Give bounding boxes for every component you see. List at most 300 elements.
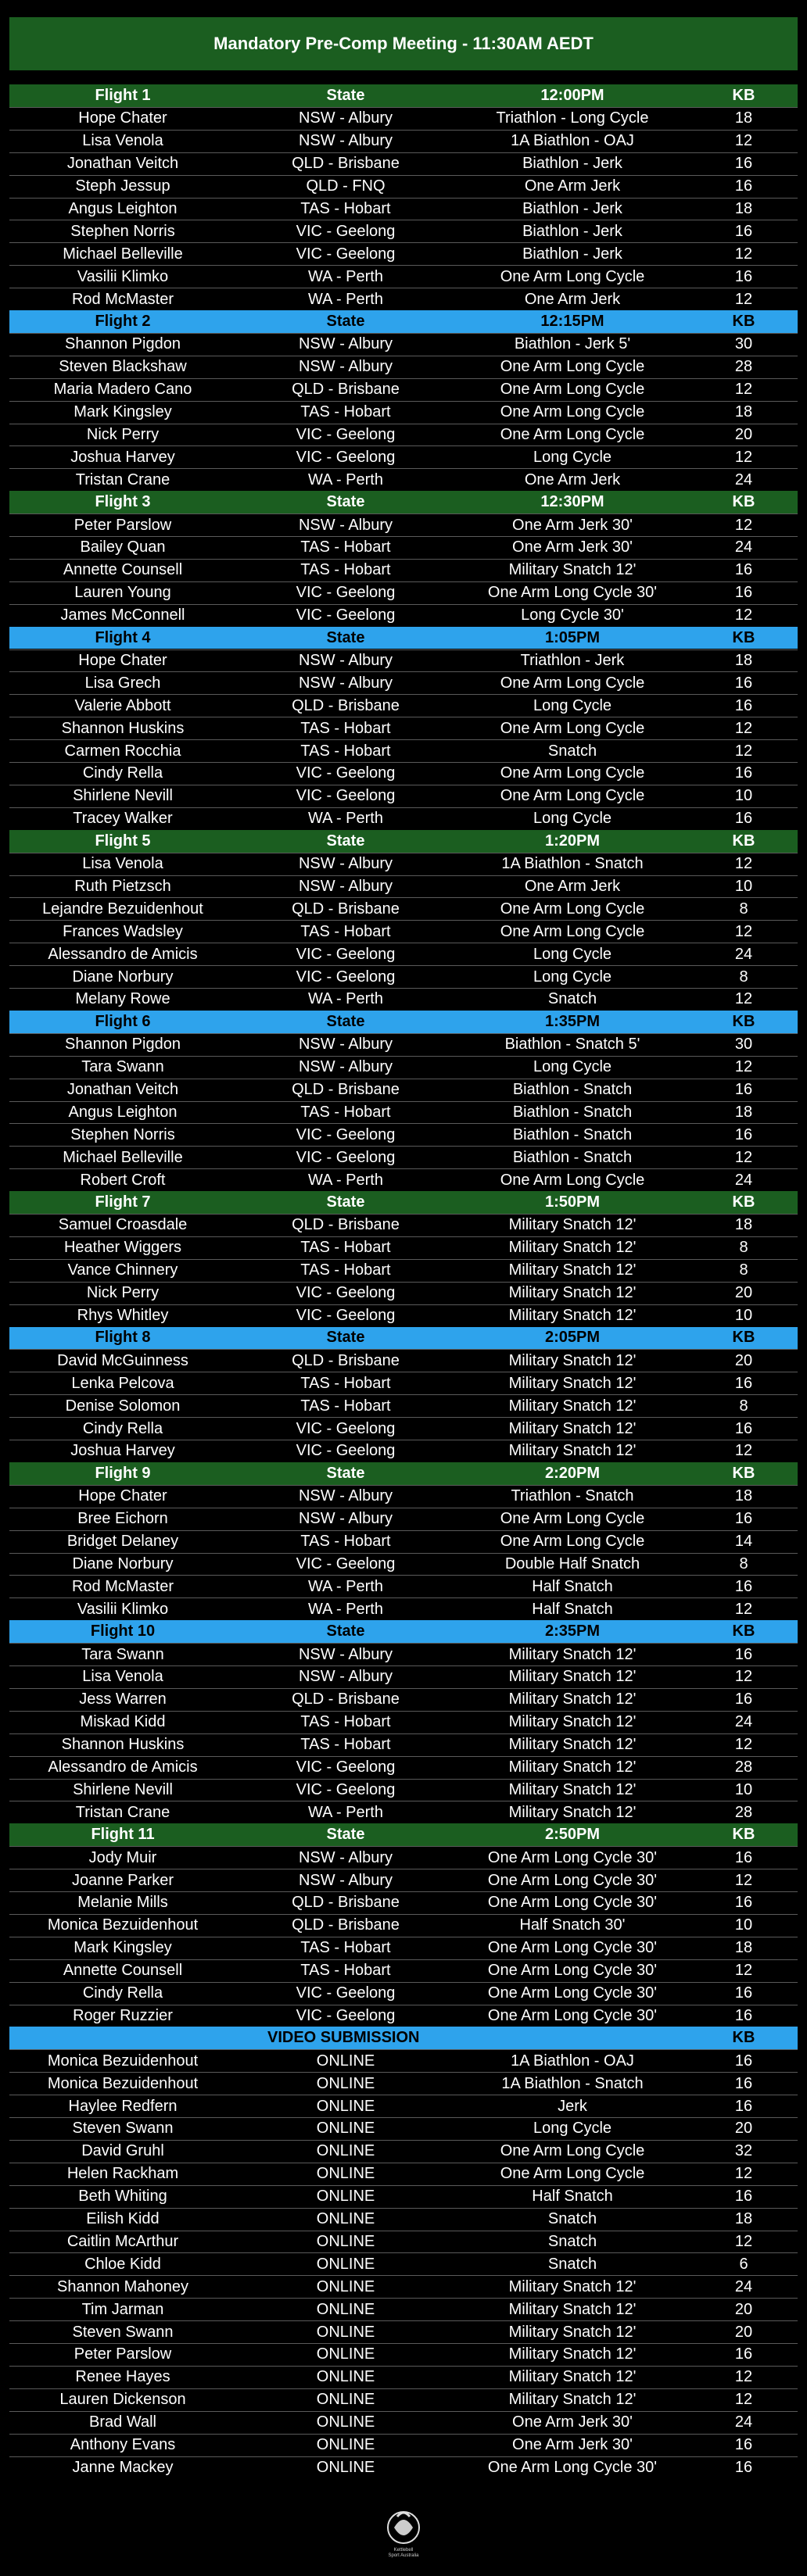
event-name: One Arm Jerk — [524, 470, 621, 488]
event-name: One Arm Long Cycle 30' — [487, 2006, 658, 2024]
kettlebell-weight: 18 — [734, 199, 753, 217]
submission-mode: ONLINE — [316, 2277, 375, 2295]
kb-column-header: KB — [732, 1623, 755, 1640]
athlete-state: NSW - Albury — [298, 1668, 393, 1686]
kettlebell-weight: 12 — [734, 922, 753, 940]
athlete-state: NSW - Albury — [298, 109, 393, 127]
athlete-name: Alessandro de Amicis — [48, 1758, 198, 1776]
kettlebell-weight: 12 — [734, 1736, 753, 1754]
kb-column-header: KB — [732, 86, 755, 104]
table-row — [9, 1846, 798, 1869]
event-name: Military Snatch 12' — [508, 1758, 637, 1776]
athlete-state: TAS - Hobart — [300, 1713, 391, 1731]
athlete-state: NSW - Albury — [298, 1871, 393, 1889]
event-name: Military Snatch 12' — [508, 2300, 637, 2318]
event-name: Military Snatch 12' — [508, 2323, 637, 2341]
event-name: One Arm Jerk 30' — [512, 2413, 633, 2431]
athlete-state: WA - Perth — [308, 810, 383, 828]
event-name: Long Cycle — [533, 810, 612, 828]
kettlebell-weight: 16 — [734, 1984, 753, 2002]
athlete-state: TAS - Hobart — [300, 1397, 391, 1415]
kettlebell-weight: 18 — [734, 1216, 753, 1234]
athlete-name: Diane Norbury — [72, 1555, 174, 1572]
event-name: Double Half Snatch — [504, 1555, 640, 1572]
table-row — [9, 581, 798, 604]
flight-header — [9, 1620, 798, 1643]
athlete-name: Lauren Young — [74, 584, 171, 602]
event-name: Biathlon - Jerk 5' — [514, 335, 631, 353]
athlete-name: Valerie Abbott — [74, 696, 171, 714]
table-row — [9, 2140, 798, 2163]
kettlebell-weight: 24 — [734, 2413, 753, 2431]
kettlebell-weight: 16 — [734, 1690, 753, 1708]
athlete-name: Tara Swann — [81, 1058, 164, 1076]
table-row — [9, 694, 798, 717]
kettlebell-weight: 12 — [734, 2368, 753, 2386]
table-row — [9, 356, 798, 378]
table-row — [9, 1101, 798, 1124]
athlete-state: NSW - Albury — [298, 651, 393, 669]
athlete-state: VIC - Geelong — [296, 1148, 396, 1166]
athlete-name: Monica Bezuidenhout — [47, 1916, 199, 1934]
athlete-name: Stephen Norris — [70, 1125, 175, 1143]
flight-name: Flight 2 — [95, 312, 151, 330]
kb-column-header: KB — [732, 1012, 755, 1030]
table-row — [9, 1417, 798, 1440]
athlete-name: Bridget Delaney — [66, 1533, 179, 1551]
athlete-state: VIC - Geelong — [296, 764, 396, 782]
athlete-name: Steven Swann — [72, 2323, 174, 2341]
athlete-state: VIC - Geelong — [296, 606, 396, 624]
event-name: Long Cycle 30' — [521, 606, 624, 624]
state-column-header: State — [326, 628, 365, 646]
athlete-state: TAS - Hobart — [300, 1533, 391, 1551]
event-name: Military Snatch 12' — [508, 2345, 637, 2363]
athlete-state: VIC - Geelong — [296, 968, 396, 986]
event-name: Long Cycle — [533, 448, 612, 466]
athlete-name: Mark Kingsley — [74, 1939, 172, 1957]
table-row — [9, 1914, 798, 1937]
kettlebell-weight: 18 — [734, 2210, 753, 2228]
table-row — [9, 288, 798, 310]
flight-header — [9, 491, 798, 513]
flight-time: 2:35PM — [544, 1623, 601, 1640]
event-name: Military Snatch 12' — [508, 2368, 637, 2386]
flight-header — [9, 84, 798, 107]
event-name: Military Snatch 12' — [508, 1668, 637, 1686]
athlete-state: NSW - Albury — [298, 1058, 393, 1076]
table-row — [9, 671, 798, 694]
athlete-name: Helen Rackham — [66, 2165, 179, 2183]
kettlebell-weight: 8 — [739, 1555, 748, 1572]
athlete-name: Maria Madero Cano — [53, 381, 192, 399]
athlete-name: Nick Perry — [86, 425, 160, 443]
kettlebell-weight: 16 — [734, 561, 753, 579]
kettlebell-weight: 8 — [739, 1261, 748, 1279]
athlete-state: WA - Perth — [308, 470, 383, 488]
event-name: Military Snatch 12' — [508, 2391, 637, 2409]
kettlebell-weight: 12 — [734, 855, 753, 873]
kb-column-header: KB — [732, 493, 755, 511]
table-row — [9, 1711, 798, 1733]
athlete-name: Shannon Huskins — [61, 719, 185, 737]
event-name: Half Snatch — [532, 1577, 613, 1595]
kettlebell-weight: 16 — [734, 1081, 753, 1099]
table-row — [9, 198, 798, 220]
event-name: 1A Biathlon - OAJ — [511, 132, 634, 150]
event-name: Military Snatch 12' — [508, 1374, 637, 1392]
kettlebell-weight: 8 — [739, 1397, 748, 1415]
event-name: One Arm Jerk 30' — [512, 2436, 633, 2454]
athlete-state: VIC - Geelong — [296, 2006, 396, 2024]
event-name: One Arm Long Cycle — [500, 267, 645, 285]
table-row — [9, 649, 798, 672]
athlete-name: Cindy Rella — [82, 1984, 163, 2002]
athlete-state: NSW - Albury — [298, 335, 393, 353]
kettlebell-weight: 16 — [734, 2097, 753, 2115]
athlete-state: QLD - Brisbane — [292, 1081, 400, 1099]
athlete-state: VIC - Geelong — [296, 1125, 396, 1143]
athlete-state: TAS - Hobart — [300, 1736, 391, 1754]
table-row — [9, 1372, 798, 1394]
table-row — [9, 2163, 798, 2185]
athlete-state: VIC - Geelong — [296, 245, 396, 263]
athlete-state: NSW - Albury — [298, 1645, 393, 1663]
athlete-name: Jess Warren — [79, 1690, 167, 1708]
event-name: Triathlon - Long Cycle — [496, 109, 649, 127]
athlete-state: TAS - Hobart — [300, 719, 391, 737]
athlete-name: Vasilii Klimko — [77, 1600, 169, 1618]
table-row — [9, 1508, 798, 1530]
athlete-state: NSW - Albury — [298, 855, 393, 873]
athlete-state: QLD - FNQ — [306, 177, 386, 195]
table-row — [9, 1665, 798, 1688]
kb-column-header: KB — [732, 2029, 755, 2047]
state-column-header: State — [326, 1826, 365, 1844]
event-name: Military Snatch 12' — [508, 1239, 637, 1257]
athlete-name: Rod McMaster — [71, 1577, 174, 1595]
kettlebell-weight: 24 — [734, 1171, 753, 1189]
athlete-name: Shirlene Nevill — [73, 1780, 173, 1798]
event-name: Snatch — [547, 2210, 597, 2228]
table-row — [9, 220, 798, 242]
kettlebell-weight: 16 — [734, 1577, 753, 1595]
athlete-state: QLD - Brisbane — [292, 155, 400, 173]
table-row — [9, 1643, 798, 1665]
kb-column-header: KB — [732, 1329, 755, 1347]
flight-time: 1:20PM — [544, 832, 601, 850]
table-row — [9, 943, 798, 965]
athlete-name: Lisa Grech — [84, 674, 161, 692]
athlete-name: Jody Muir — [88, 1848, 157, 1866]
event-name: Biathlon - Snatch — [512, 1125, 633, 1143]
athlete-name: Carmen Rocchia — [64, 742, 181, 760]
athlete-state: VIC - Geelong — [296, 1284, 396, 1302]
kettlebell-weight: 16 — [734, 2074, 753, 2092]
flight-time: 12:00PM — [540, 86, 604, 104]
event-name: Military Snatch 12' — [508, 1736, 637, 1754]
athlete-state: WA - Perth — [308, 1171, 383, 1189]
kettlebell-weight: 8 — [739, 968, 748, 986]
kettlebell-weight: 18 — [734, 1487, 753, 1505]
event-name: One Arm Long Cycle — [500, 674, 645, 692]
submission-mode: ONLINE — [316, 2368, 375, 2386]
athlete-state: TAS - Hobart — [300, 1939, 391, 1957]
athlete-name: Peter Parslow — [74, 516, 172, 534]
kettlebell-weight: 16 — [734, 1374, 753, 1392]
athlete-name: Janne Mackey — [72, 2458, 174, 2476]
table-row — [9, 965, 798, 988]
flight-name: Flight 5 — [95, 832, 151, 850]
kettlebell-weight: 12 — [734, 1668, 753, 1686]
athlete-state: QLD - Brisbane — [292, 1690, 400, 1708]
event-name: Snatch — [547, 2232, 597, 2250]
event-name: One Arm Long Cycle — [500, 425, 645, 443]
event-name: Military Snatch 12' — [508, 1216, 637, 1234]
athlete-state: QLD - Brisbane — [292, 381, 400, 399]
athlete-state: VIC - Geelong — [296, 945, 396, 963]
athlete-name: Tara Swann — [81, 1645, 164, 1663]
table-row — [9, 1575, 798, 1597]
event-name: One Arm Long Cycle — [500, 358, 645, 376]
flight-name: Flight 1 — [95, 86, 151, 104]
athlete-state: NSW - Albury — [298, 674, 393, 692]
event-name: One Arm Long Cycle 30' — [487, 1939, 658, 1957]
table-row — [9, 2005, 798, 2027]
athlete-state: NSW - Albury — [298, 1487, 393, 1505]
state-column-header: State — [326, 1623, 365, 1640]
event-name: Military Snatch 12' — [508, 1397, 637, 1415]
state-column-header: State — [326, 493, 365, 511]
athlete-state: TAS - Hobart — [300, 1261, 391, 1279]
event-name: One Arm Long Cycle — [500, 1533, 645, 1551]
athlete-state: WA - Perth — [308, 990, 383, 1008]
submission-mode: ONLINE — [316, 2323, 375, 2341]
kettlebell-weight: 18 — [734, 403, 753, 421]
kettlebell-weight: 16 — [734, 155, 753, 173]
table-row — [9, 2072, 798, 2095]
table-row — [9, 513, 798, 536]
kettlebell-weight: 16 — [734, 222, 753, 240]
kettlebell-weight: 12 — [734, 1871, 753, 1889]
athlete-name: Shannon Huskins — [61, 1736, 185, 1754]
event-name: Military Snatch 12' — [508, 1645, 637, 1663]
athlete-state: VIC - Geelong — [296, 1780, 396, 1798]
event-name: One Arm Long Cycle — [500, 1510, 645, 1528]
kettlebell-weight: 24 — [734, 1713, 753, 1731]
event-name: One Arm Jerk 30' — [512, 538, 633, 556]
kettlebell-weight: 12 — [734, 990, 753, 1008]
kb-column-header: KB — [732, 628, 755, 646]
event-name: Military Snatch 12' — [508, 1442, 637, 1460]
event-name: One Arm Long Cycle 30' — [487, 2458, 658, 2476]
athlete-name: Melanie Mills — [77, 1894, 168, 1912]
kettlebell-weight: 16 — [734, 1419, 753, 1437]
athlete-state: VIC - Geelong — [296, 787, 396, 805]
table-row — [9, 152, 798, 175]
athlete-name: Diane Norbury — [72, 968, 174, 986]
flight-name: Flight 10 — [90, 1623, 156, 1640]
athlete-name: Vasilii Klimko — [77, 267, 169, 285]
event-name: One Arm Long Cycle 30' — [487, 1894, 658, 1912]
table-row — [9, 401, 798, 424]
athlete-name: Nick Perry — [86, 1284, 160, 1302]
event-name: Military Snatch 12' — [508, 1261, 637, 1279]
event-name: Biathlon - Jerk — [522, 199, 622, 217]
table-row — [9, 445, 798, 468]
flight-time: 2:05PM — [544, 1329, 601, 1347]
table-row — [9, 1733, 798, 1756]
athlete-name: Vance Chinnery — [67, 1261, 178, 1279]
kettlebell-weight: 12 — [734, 2232, 753, 2250]
table-row — [9, 2231, 798, 2253]
kb-column-header: KB — [732, 1826, 755, 1844]
event-name: One Arm Long Cycle 30' — [487, 1962, 658, 1980]
kettlebell-weight: 16 — [734, 1125, 753, 1143]
athlete-state: TAS - Hobart — [300, 1962, 391, 1980]
table-row — [9, 536, 798, 559]
athlete-state: WA - Perth — [308, 267, 383, 285]
table-row — [9, 1779, 798, 1801]
kettlebell-weight: 16 — [734, 696, 753, 714]
kb-column-header: KB — [732, 1464, 755, 1482]
flight-name: Flight 3 — [95, 493, 151, 511]
athlete-state: TAS - Hobart — [300, 403, 391, 421]
kettlebell-weight: 16 — [734, 764, 753, 782]
state-column-header: State — [326, 1012, 365, 1030]
athlete-name: Joanne Parker — [71, 1871, 174, 1889]
kettlebell-weight: 16 — [734, 2458, 753, 2476]
table-row — [9, 2252, 798, 2275]
kettlebell-weight: 18 — [734, 1939, 753, 1957]
athlete-state: TAS - Hobart — [300, 561, 391, 579]
svg-text:Kettlebell: Kettlebell — [393, 2548, 414, 2553]
athlete-name: Annette Counsell — [63, 1962, 183, 1980]
event-name: Half Snatch — [532, 2188, 613, 2206]
table-row — [9, 1079, 798, 1101]
event-name: Military Snatch 12' — [508, 1351, 637, 1369]
state-column-header: State — [326, 1193, 365, 1211]
athlete-name: Lisa Venola — [82, 132, 163, 150]
kettlebell-weight: 12 — [734, 1148, 753, 1166]
flight-time: 1:05PM — [544, 628, 601, 646]
athlete-name: Hope Chater — [78, 651, 167, 669]
submission-mode: ONLINE — [316, 2345, 375, 2363]
athlete-name: Joshua Harvey — [70, 448, 175, 466]
athlete-name: Renee Hayes — [75, 2368, 170, 2386]
athlete-state: VIC - Geelong — [296, 1307, 396, 1325]
event-name: Half Snatch — [532, 1600, 613, 1618]
kettlebell-weight: 30 — [734, 1036, 753, 1054]
kettlebell-weight: 28 — [734, 358, 753, 376]
event-name: Snatch — [547, 990, 597, 1008]
table-row — [9, 853, 798, 875]
athlete-name: Rod McMaster — [71, 290, 174, 308]
kettlebell-weight: 20 — [734, 2323, 753, 2341]
event-name: Long Cycle — [533, 968, 612, 986]
kettlebell-weight: 18 — [734, 651, 753, 669]
submission-mode: ONLINE — [316, 2165, 375, 2183]
athlete-state: QLD - Brisbane — [292, 1894, 400, 1912]
kb-column-header: KB — [732, 1193, 755, 1211]
athlete-name: Lisa Venola — [82, 1668, 163, 1686]
flight-header — [9, 1191, 798, 1214]
athlete-name: Hope Chater — [78, 109, 167, 127]
kettlebell-weight: 12 — [734, 1962, 753, 1980]
kettlebell-weight: 10 — [734, 1916, 753, 1934]
table-row — [9, 2320, 798, 2343]
athlete-state: QLD - Brisbane — [292, 1216, 400, 1234]
athlete-state: WA - Perth — [308, 1803, 383, 1821]
kettlebell-weight: 24 — [734, 2277, 753, 2295]
table-row — [9, 1349, 798, 1372]
kettlebell-weight: 20 — [734, 1284, 753, 1302]
athlete-state: NSW - Albury — [298, 877, 393, 895]
athlete-name: Ruth Pietzsch — [74, 877, 171, 895]
event-name: One Arm Long Cycle — [500, 787, 645, 805]
kettlebell-weight: 16 — [734, 2345, 753, 2363]
event-name: Military Snatch 12' — [508, 1307, 637, 1325]
kettlebell-weight: 20 — [734, 425, 753, 443]
event-name: One Arm Long Cycle 30' — [487, 1984, 658, 2002]
kettlebell-sport-australia-logo — [380, 2507, 427, 2559]
video-submission-title: VIDEO SUBMISSION — [267, 2029, 420, 2047]
kettlebell-weight: 16 — [734, 810, 753, 828]
athlete-state: VIC - Geelong — [296, 584, 396, 602]
table-row — [9, 1440, 798, 1462]
flight-name: Flight 4 — [95, 628, 151, 646]
event-name: Military Snatch 12' — [508, 1690, 637, 1708]
table-row — [9, 2298, 798, 2320]
event-name: One Arm Long Cycle 30' — [487, 584, 658, 602]
event-name: Biathlon - Jerk — [522, 245, 622, 263]
athlete-name: Tim Jarman — [81, 2300, 164, 2318]
event-name: 1A Biathlon - Snatch — [501, 855, 644, 873]
athlete-name: Lisa Venola — [82, 855, 163, 873]
table-row — [9, 762, 798, 785]
event-name: One Arm Long Cycle — [500, 403, 645, 421]
svg-text:Sport Australia: Sport Australia — [388, 2553, 419, 2558]
athlete-state: WA - Perth — [308, 290, 383, 308]
flight-time: 12:30PM — [540, 493, 604, 511]
athlete-name: Shannon Mahoney — [57, 2277, 188, 2295]
athlete-state: QLD - Brisbane — [292, 1916, 400, 1934]
kettlebell-weight: 24 — [734, 538, 753, 556]
event-name: Military Snatch 12' — [508, 1284, 637, 1302]
kettlebell-weight: 14 — [734, 1533, 753, 1551]
athlete-name: Brad Wall — [89, 2413, 156, 2431]
table-row — [9, 1304, 798, 1327]
athlete-state: VIC - Geelong — [296, 1555, 396, 1572]
kettlebell-weight: 12 — [734, 2165, 753, 2183]
submission-mode: ONLINE — [316, 2188, 375, 2206]
submission-mode: ONLINE — [316, 2120, 375, 2138]
table-row — [9, 807, 798, 830]
event-name: One Arm Jerk 30' — [512, 516, 633, 534]
table-row — [9, 785, 798, 807]
event-name: One Arm Long Cycle — [500, 900, 645, 918]
event-name: Biathlon - Snatch 5' — [504, 1036, 640, 1054]
event-name: Long Cycle — [533, 945, 612, 963]
table-row — [9, 265, 798, 288]
table-row — [9, 1394, 798, 1417]
event-name: 1A Biathlon - OAJ — [511, 2052, 634, 2070]
athlete-state: WA - Perth — [308, 1577, 383, 1595]
table-row — [9, 2185, 798, 2208]
submission-mode: ONLINE — [316, 2142, 375, 2160]
table-row — [9, 739, 798, 762]
athlete-name: Shirlene Nevill — [73, 787, 173, 805]
